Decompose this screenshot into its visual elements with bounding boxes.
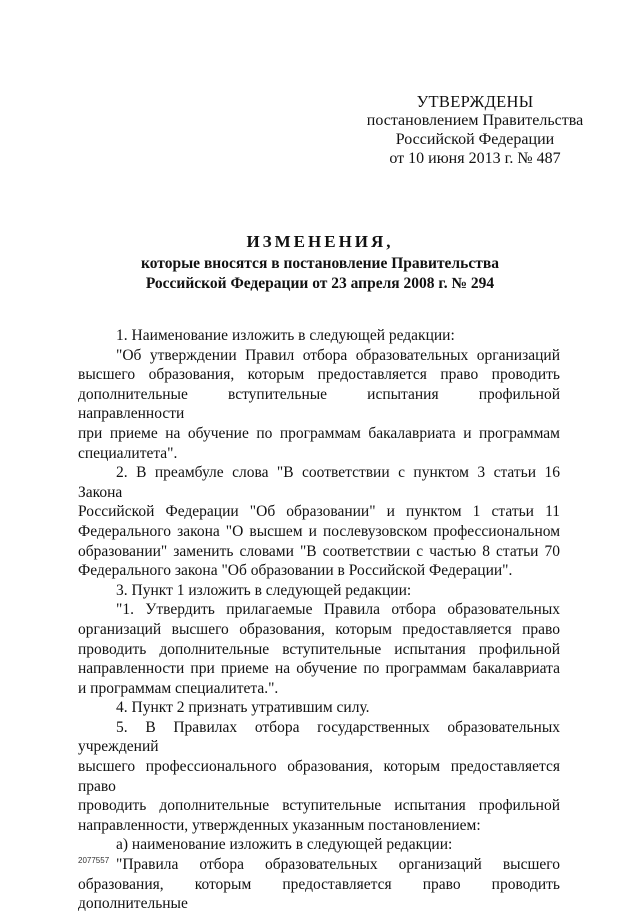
text-line: Российской Федерации "Об образовании" и пунктом 1 статьи 11	[78, 503, 560, 521]
document-body	[78, 326, 560, 914]
text-line: дополнительные вступительные испытания профильной направленности	[78, 385, 560, 423]
approval-line-1: постановлением Правительства	[366, 112, 584, 129]
approval-line-3: от 10 июня 2013 г. № 487	[389, 150, 561, 167]
text-line: высшего образования, которым предоставляется право проводить	[78, 366, 560, 384]
text-line: высшего профессионального образования, которым предоставляется право	[78, 758, 560, 795]
text-line: 3. Пункт 1 изложить в следующей редакции:	[116, 581, 412, 599]
approval-line-2: Российской Федерации	[395, 131, 555, 148]
text-line: "Об утверждении Правил отбора образовательных организаций	[116, 346, 560, 364]
text-line: образования, которым предоставляется право проводить дополнительные	[78, 875, 560, 913]
text-line: и программам специалитета.".	[78, 679, 279, 697]
subtitle-line-2: Российской Федерации от 23 апреля 2008 г. № 294	[145, 275, 495, 292]
text-line: при приеме на обучение по программам бакалавриата и программам	[78, 424, 560, 442]
text-line: специалитета".	[78, 444, 178, 462]
approval-heading: УТВЕРЖДЕНЫ	[416, 92, 534, 111]
text-line: 5. В Правилах отбора государственных образовательных учреждений	[78, 718, 560, 756]
document-title: ИЗМЕНЕНИЯ,	[246, 232, 394, 251]
document-subtitle	[60, 254, 580, 294]
text-line: "Правила отбора образовательных организаций высшего	[116, 856, 560, 874]
text-line: 1. Наименование изложить в следующей редакции:	[116, 327, 455, 344]
text-line: Федерального закона "Об образовании в Российской Федерации".	[78, 562, 513, 580]
text-line: проводить дополнительные вступительные испытания профильной	[78, 797, 560, 815]
text-line: направленности при приеме на обучение по программам бакалавриата	[78, 660, 560, 678]
text-line: организаций высшего образования, которым предоставляется право	[78, 620, 560, 638]
text-line: направленности, утвержденных указанным постановлением:	[78, 816, 481, 834]
text-line: а) наименование изложить в следующей редакции:	[116, 836, 453, 854]
text-line: образовании" заменить словами "В соответствии с частью 8 статьи 70	[78, 542, 560, 560]
subtitle-line-1: которые вносятся в постановление Правительства	[141, 255, 499, 272]
text-line: проводить дополнительные вступительные испытания профильной	[78, 640, 560, 658]
approval-block	[350, 92, 600, 168]
text-line: 4. Пункт 2 признать утратившим силу.	[116, 699, 370, 717]
text-line: 2. В преамбуле слова "В соответствии с пунктом 3 статьи 16 Закона	[78, 464, 560, 501]
document-number: 2077557	[78, 856, 110, 865]
text-line: Федерального закона "О высшем и послевузовском профессиональном	[78, 522, 560, 540]
text-line: "1. Утвердить прилагаемые Правила отбора образовательных	[116, 601, 560, 619]
